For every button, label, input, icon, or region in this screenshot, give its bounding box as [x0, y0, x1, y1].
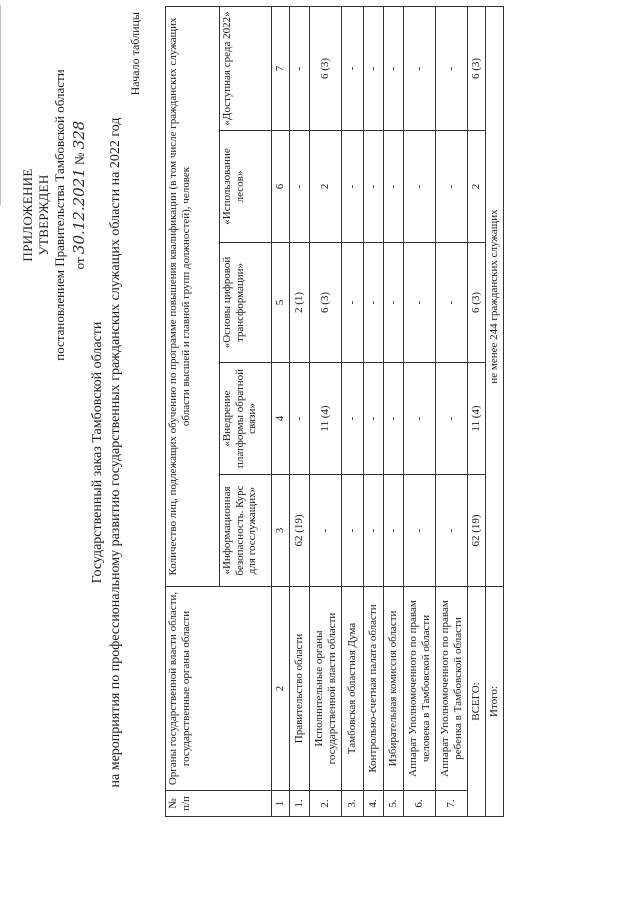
row-num: 6.: [404, 791, 436, 817]
row-value: 11 (4): [310, 363, 342, 475]
row-value: 2: [310, 131, 342, 243]
row-value: -: [404, 6, 436, 130]
header-program: «Внедрение платформы обратной связи»: [220, 363, 272, 475]
column-number: 4: [272, 363, 290, 475]
row-num: 1.: [290, 791, 310, 817]
row-num: 4.: [364, 791, 384, 817]
grand-total-value: не менее 244 гражданских служащих: [486, 6, 504, 586]
appendix-label: ПРИЛОЖЕНИЕ: [20, 168, 35, 262]
row-organization: Исполнительные органы государственной власти области: [310, 587, 342, 791]
header-program: «Доступная среда 2022»: [220, 6, 272, 130]
row-value: -: [364, 6, 384, 130]
row-value: 6 (3): [310, 243, 342, 363]
total-label: ВСЕГО:: [468, 587, 486, 817]
row-organization: Контрольно-счетная палата области: [364, 587, 384, 791]
column-numbers-row: [272, 6, 290, 816]
row-value: -: [436, 131, 468, 243]
row-value: -: [364, 475, 384, 587]
column-number: 2: [272, 587, 290, 791]
row-value: -: [384, 6, 404, 130]
row-value: -: [436, 243, 468, 363]
table-header-row: [166, 6, 220, 816]
row-value: -: [404, 131, 436, 243]
total-value: 62 (19): [468, 475, 486, 587]
row-value: -: [404, 363, 436, 475]
column-number: 6: [272, 131, 290, 243]
row-value: -: [404, 243, 436, 363]
row-value: -: [436, 363, 468, 475]
header-num: № п/п: [166, 791, 272, 817]
row-value: -: [290, 6, 310, 130]
header-organization: Органы государственной власти области, государственные органы области: [166, 587, 272, 791]
table-row: [364, 6, 384, 816]
row-value: 6 (3): [310, 6, 342, 130]
header-program: «Использование лесов»: [220, 131, 272, 243]
row-value: -: [342, 131, 364, 243]
row-value: 2 (1): [290, 243, 310, 363]
row-num: 2.: [310, 791, 342, 817]
total-value: 11 (4): [468, 363, 486, 475]
row-value: -: [364, 243, 384, 363]
decree-date-line: [70, 65, 88, 325]
row-value: -: [384, 363, 404, 475]
document-title-line2: на мероприятия по профессиональному развитию государственных гражданских служащих области на 2022 год: [108, 117, 123, 788]
row-organization: Аппарат Уполномоченного по правам ребенка в Тамбовской области: [436, 587, 468, 791]
row-value: -: [342, 243, 364, 363]
row-num: 5.: [384, 791, 404, 817]
row-value: -: [436, 475, 468, 587]
table-row: [404, 6, 436, 816]
row-organization: Правительство области: [290, 587, 310, 791]
row-organization: Аппарат Уполномоченного по правам человека в Тамбовской области: [404, 587, 436, 791]
row-value: -: [342, 475, 364, 587]
training-table: [165, 6, 504, 817]
table-row: [436, 6, 468, 816]
approved-label: УТВЕРЖДЕН: [36, 174, 51, 256]
number-prefix: №: [72, 152, 87, 165]
row-num: 3.: [342, 791, 364, 817]
row-value: -: [404, 475, 436, 587]
column-number: 3: [272, 475, 290, 587]
row-value: -: [290, 363, 310, 475]
table-row: [290, 6, 310, 816]
document-title-line1: Государственный заказ Тамбовской области: [90, 321, 105, 584]
total-value: 6 (3): [468, 243, 486, 363]
column-number: 5: [272, 243, 290, 363]
grand-total-row: [486, 6, 504, 816]
table-row: [384, 6, 404, 816]
grand-total-label: Итого:: [486, 587, 504, 817]
header-count-group: Количество лиц, подлежащих обучению по программе повышения квалификации (в том числе гражданских служащих области высшей и главной групп должностей), человек: [166, 6, 220, 586]
row-value: -: [364, 363, 384, 475]
header-program: «Основы цифровой трансформации»: [220, 243, 272, 363]
table-row: [342, 6, 364, 816]
handwritten-number: 328: [70, 120, 88, 150]
row-organization: Избирательная комиссия области: [384, 587, 404, 791]
decree-line: постановлением Правительства Тамбовской области: [52, 69, 67, 361]
total-row: [468, 6, 486, 816]
row-value: -: [342, 363, 364, 475]
row-value: -: [384, 131, 404, 243]
row-value: -: [290, 131, 310, 243]
total-value: 2: [468, 131, 486, 243]
row-value: -: [436, 6, 468, 130]
from-prefix: от: [72, 257, 87, 270]
row-num: 7.: [436, 791, 468, 817]
row-value: -: [384, 475, 404, 587]
total-value: 6 (3): [468, 6, 486, 130]
row-value: -: [310, 475, 342, 587]
scan-artifact-line: [0, 5, 1, 205]
column-number: 1: [272, 791, 290, 817]
table-row: [310, 6, 342, 816]
row-value: -: [342, 6, 364, 130]
row-value: 62 (19): [290, 475, 310, 587]
row-organization: Тамбовская областная Дума: [342, 587, 364, 791]
handwritten-date: 30.12.2021: [70, 168, 88, 255]
row-value: -: [384, 243, 404, 363]
column-number: 7: [272, 6, 290, 130]
header-program: «Информационная безопасность. Курс для госслужащих»: [220, 475, 272, 587]
row-value: -: [364, 131, 384, 243]
table-start-label: Начало таблицы: [128, 12, 142, 96]
